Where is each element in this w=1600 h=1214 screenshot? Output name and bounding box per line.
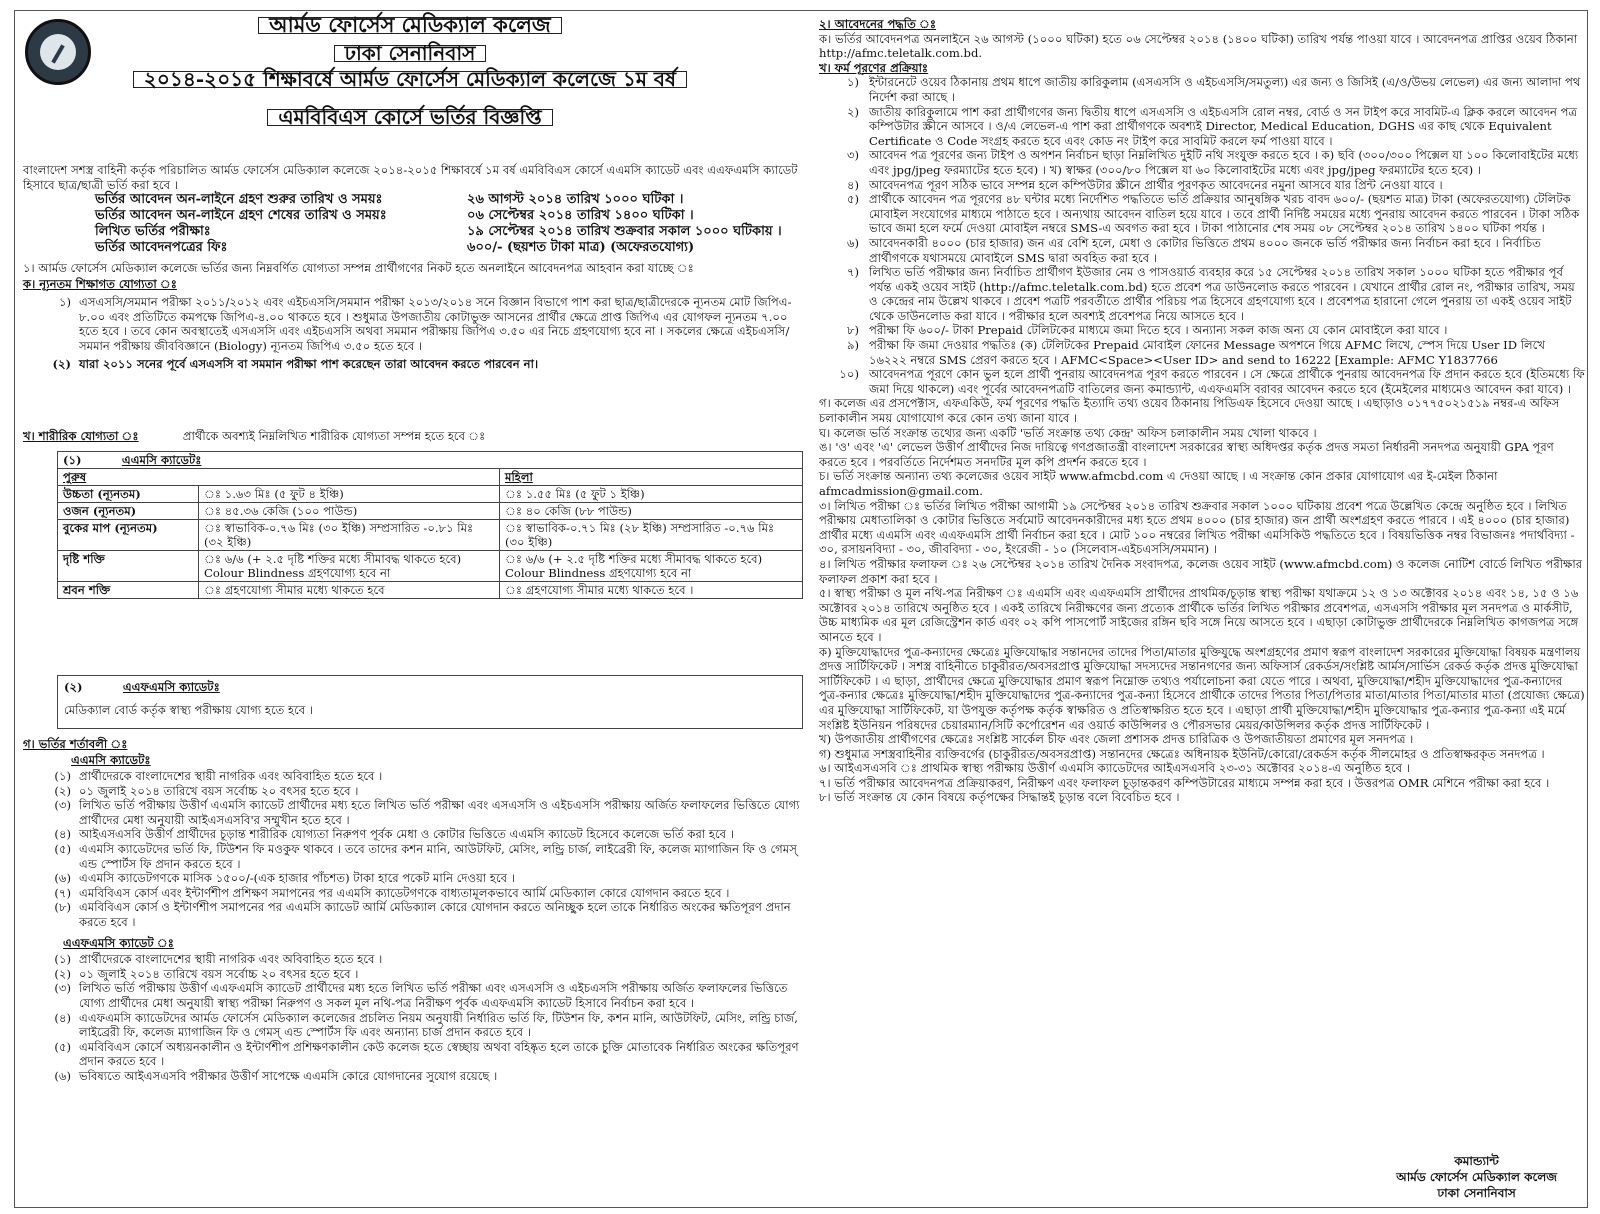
section-5-ka: ক) মুক্তিযোদ্ধাদের পুত্র-কন্যাদের ক্ষেত্রেঃ মুক্তিযোদ্ধার সন্তানদের তাদের পিতা/মাতার মুক্তিযুদ্ধে অংশগ্রহণের প্রমাণ স্বরূপ বাংলাদেশ সরকারের মুক্তিযোদ্ধা বিষয়ক মন্ত্রণালয় প্রদত্ত সার্টিফিকেট । সশস্ত্র বাহিনীতে চাকুরীরত/অবসরপ্রাপ্ত মুক্তিযোদ্ধা সদস্যদের সন্তানগণের জন্য অফিসার্স রেকর্ডস/সংশ্লিষ্ট আর্মস/সার্ভিস রেকর্ড কর্তৃক প্রদত্ত মুক্তিযোদ্ধা সার্টিফিকেট । এ ছাড়া, প্রার্থীদের ক্ষেত্রে মুক্তিযোদ্ধার প্রমাণ স্বরূপ নিম্নোক্ত তথ্যও পর্যালোচনা করা যেতে পারে । অথবা, মুক্তিযোদ্ধা/শহীদ মুক্তিযোদ্ধাদের পুত্র-কন্যাদের পুত্র-কন্যার ক্ষেত্রেঃ মুক্তিযোদ্ধা/শহীদ মুক্তিযোদ্ধাদের পুত্র-কন্যাদের পুত্র-কন্যা হিসেবে প্রার্থীকে তাদের পিতার পিতা/পিতার মাতা/মাতার পিতা/মাতার মাতা (প্রযোজ্য ক্ষেত্রে) এর মুক্তিযোদ্ধা সার্টিফিকেট, যা উপযুক্ত কর্তৃপক্ষ কর্তৃক স্বাক্ষরিত ও প্রতিস্বাক্ষরিত হতে হবে । এছাড়া প্রার্থী মুক্তিযোদ্ধা/শহীদ মুক্তিযোদ্ধার পুত্র-কন্যার পুত্র-কন্যা এই মর্মে সংশ্লিষ্ট ইউনিয়ন পরিষদের চেয়ারম্যান/সিটি কর্পোরেশন এর ওয়ার্ড কাউন্সিলর ও পৌরসভার মেয়র/কাউন্সিলর কর্তৃক প্রদত্ত সার্টিফিকেট । — [819, 644, 1585, 732]
form-steps-list — [819, 75, 1585, 396]
session-title: ২০১৪-২০১৫ শিক্ষাবর্ষে আর্মড ফোর্সেস মেডিক্যাল কলেজে ১ম বর্ষ — [15, 71, 805, 88]
signatory-title: কমান্ড্যান্ট — [1454, 1154, 1499, 1168]
section-6: ৬। আইএসএসবি ঃ প্রাথমিক স্বাস্থ্য পরীক্ষায় উত্তীর্ণ এএমসি ক্যাডেটদের আইএসএসবি ২৩-৩১ অক্টোবর ২০১৪-এ অনুষ্ঠিত হবে । — [819, 761, 1410, 776]
signatory-college: আর্মড ফোর্সেস মেডিক্যাল কলেজ — [1396, 1170, 1557, 1184]
list-item: (২) যারা ২০১১ সনের পূর্বে এসএসসি বা সমমান পরীক্ষা পাশ করেছেন তারা আবেদন করতে পারবেন না। — [52, 357, 539, 372]
list-item: (৪) আইএসএসবি উত্তীর্ণ প্রার্থীদের চূড়ান্ত শারীরিক যোগ্যতা নিরুপণ পূর্বক মেধা ও কোটার ভিত্তিতে এএমসি ক্যাডেট হিসেবে কলেজে ভর্তি করা হবে । — [54, 827, 734, 842]
section-5-kha: খ) উপজাতীয় প্রার্থীগণের ক্ষেত্রেঃ সংশ্লিষ্ট সার্কেল চীফ এবং জেলা প্রশাসক প্রদত্ত চারিত্রিক ও উপজাতীয়তা প্রমাণের মূল সনদপত্র । — [819, 732, 1414, 747]
list-item: ১) এসএসসি/সমমান পরীক্ষা ২০১১/২০১২ এবং এইচএসসি/সমমান পরীক্ষা ২০১৩/২০১৪ সনে বিজ্ঞান বিভাগে পাশ করা ছাত্র/ছাত্রীদেরকে ন্যূনতম মোট জিপিএ- ৮.০০ এবং প্রতিটিতে কমপক্ষে জিপিএ-৪.০০ থাকতে হবে । শুধুমাত্র উপজাতীয় কোটাভুক্ত আসনের প্রার্থীর ক্ষেত্রে প্রাপ্ত জিপিএ এর যোগফল ন্যূনতম ৭.০০ হতে হবে । তবে কোন অবস্থাতেই এসএসসি এবং এইচএসসি অথবা সমমান পরীক্ষায় জিপিএ ৩.৫০ এর নিচে গ্রহণযোগ্য হবে না । সকলের ক্ষেত্রে এইচএসসি/সমমান পরীক্ষায় জীববিজ্ঞানে (Biology) ন্যূনতম জিপিএ ৩.৫০ হতে হবে । — [58, 295, 792, 353]
edu-list — [23, 295, 805, 372]
section-2-kha: খ। ফর্ম পূরণের প্রক্রিয়াঃ — [819, 60, 929, 75]
list-item: (২) ০১ জুলাই ২০১৪ তারিখে বয়স সর্বোচ্চ ২০ বৎসর হতে হবে । — [54, 783, 359, 798]
list-item: (৫) এমবিবিএস কোর্সে অধ্যয়নকালীন ও ইন্টার্ণশীপ প্রশিক্ষণকালীন কেউ কলেজ হতে স্বেচ্ছায় অথবা বহিষ্কৃত হলে তাকে চুক্তি মোতাবেক নির্ধারিত অংকের ক্ষতিপূরণ প্রদান করতে হবে । — [54, 1039, 799, 1069]
date-row: ভর্তির আবেদন অন-লাইনে গ্রহণ শেষের তারিখ ও সময়ঃ ০৬ সেপ্টেম্বর ২০১৪ তারিখ ১৪০০ ঘটিকা । — [95, 208, 694, 223]
afmc-heading: এএফএমসি ক্যাডেট ঃ — [63, 935, 174, 950]
list-item: ৮) পরীক্ষা ফি ৬০০/- টাকা Prepaid টেলিটকের মাধ্যমে জমা দিতে হবে । অন্যান্য সকল কাজ অন্য যে কোন মোবাইলে করা যাবে । — [846, 323, 1448, 338]
section-1: ১। আর্মড ফোর্সেস মেডিক্যাল কলেজে ভর্তির জন্য নিম্নবর্ণিত যোগ্যতা সম্পন্ন প্রার্থীগণের নিকট হতে অনলাইনে আবেদনপত্র আহবান করা যাচ্ছে ঃ — [23, 261, 694, 275]
date-row: ভর্তির আবেদন অন-লাইনে গ্রহণ শুরুর তারিখ ও সময়ঃ ২৬ আগস্ট ২০১৪ তারিখ ১০০০ ঘটিকা । — [95, 192, 684, 207]
table-row: বুকের মাপ (ন্যূনতম) ঃ স্বাভাবিক-০.৭৬ মিঃ (৩০ ইঞ্চি) সম্প্রসারিত -০.৮১ মিঃ (৩২ ইঞ্চি) ঃ স্বাভাবিক-০.৭১ মিঃ (২৮ ইঞ্চি) সম্প্রসারিত -০.৭৬ মিঃ (৩০ ইঞ্চি) — [58, 520, 803, 551]
intro-text: বাংলাদেশ সশস্ত্র বাহিনী কর্তৃক পরিচালিত আর্মড ফোর্সেস মেডিক্যাল কলেজে ২০১৪-২০১৫ শিক্ষাবর্ষে ১ম বর্ষ এমবিবিএস কোর্সে এএমসি ক্যাডেট এবং এএফএমসি ক্যাডেট হিসাবে ছাত্র/ছাত্রী ভর্তি করা হবে । — [23, 163, 798, 192]
date-row: লিখিত ভর্তির পরীক্ষাঃ ১৯ সেপ্টেম্বর ২০১৪ তারিখ শুক্রবার সকাল ১০০০ ঘটিকায় । — [95, 224, 782, 239]
section-2-cha: চ। ভর্তি সংক্রান্ত অন্যান্য তথ্য কলেজের ওয়েব সাইট www.afmcbd.com এ দেওয়া আছে । এ সংক্রান্ত কোন প্রকার যোগাযোগ এর ই-মেইল ঠিকানা afmcadmission@gmail.com. — [819, 469, 1498, 498]
section-4: ৪। লিখিত পরীক্ষার ফলাফল ঃ ২৬ সেপ্টেম্বর ২০১৪ তারিখ দৈনিক সংবাদপত্র, কলেজ ওয়েব সাইট (www.afmcbd.com) ও কলেজ নোটিশ বোর্ডে লিখিত পরীক্ষার ফলাফল প্রকাশ করা হবে । — [819, 556, 1583, 586]
section-5: ৫। স্বাস্থ্য পরীক্ষা ও মূল নথি-পত্র নিরীক্ষণ ঃ এএমসি এবং এএফএমসি প্রার্থীদের প্রাথমিক/চূড়ান্ত স্বাস্থ্য পরীক্ষা যথাক্রমে ১২ ও ১৩ অক্টোবর ২০১৪ এবং ১৪, ১৫ ও ১৬ অক্টোবর ২০১৪ তারিখে অনুষ্ঠিত হবে । একই তারিখে নিরীক্ষণের জন্য প্রত্যেক প্রার্থীকে ভর্তির লিখিত পরীক্ষার প্রবেশপত্র, এসএসসি পরীক্ষার মূল সনদপত্র ও মার্কসীট, উচ্চ মাধ্যমিক এর মূল রেজিস্ট্রেশন কার্ড এবং ০২ কপি পাসপোর্ট সাইজের রঙ্গিন ছবি সঙ্গে নিয়ে আসতে হবে । এছাড়া কোটাভুক্ত প্রার্থীদেরকে নিম্নলিখিত কাগজপত্র সঙ্গে আনতে হবে । — [819, 586, 1579, 644]
section-2-ga: গ। কলেজ এর প্রসপেক্টাস, এফএকিউ, ফর্ম পূরণের পদ্ধতি ইত্যাদি তথ্য ওয়েব ঠিকানায় পিডিএফ হিসেবে দেওয়া আছে । এছাড়াও ০১৭৭৫০২১৫১৯ নম্বর-এ অফিস চলাকালীন সময় যোগাযোগ করে কোন তথ্য জানা যাবে । — [819, 396, 1560, 426]
list-item: (৪) এএফএমসি ক্যাডেটদের আর্মড ফোর্সেস মেডিক্যাল কলেজের প্রচলিত নিয়ম অনুযায়ী নির্ধারিত ভর্তি ফি, টিউশন ফি, কশন মানি, আউটফিট, মেসিং, লন্ড্রি চার্জ, লাইব্রেরী ফি, কলেজ ম্যাগাজিন ফি ও গেমস্ এন্ড স্পোর্টস ফি এবং অন্যান্য চার্জ প্রদান করতে হবে । — [54, 1010, 798, 1040]
right-column — [819, 11, 1585, 805]
signature-block — [1396, 1153, 1557, 1201]
amc-title: (১) এএমসি ক্যাডেটঃ — [58, 452, 803, 469]
list-item: (৬) ভবিষ্যতে আইএসএসবি পরীক্ষার উত্তীর্ণ সাপেক্ষে এএমসি কোরে যোগদানের সুযোগ রয়েছে । — [54, 1068, 498, 1083]
list-item: (৩) লিখিত ভর্তি পরীক্ষায় উত্তীর্ণ এএমসি ক্যাডেট প্রার্থীদের মধ্য হতে লিখিত ভর্তি পরীক্ষা এবং এসএসসি ও এইচএসসি পরীক্ষায় অর্জিত ফলাফলের ভিত্তিতে যোগ্য প্রার্থীদের মেধা অনুযায়ী আইএসএসবি'র সম্মুখীন হতে হবে । — [54, 798, 800, 827]
list-item: ৯) পরীক্ষা ফি জমা দেওয়ার পদ্ধতিঃ (ক) টেলিটকের Prepaid মোবাইল ফোনের Message অপশনে গিয়ে AFMC লিখে, স্পেস দিয়ে User ID লিখে ১৬২২২ নম্বরে SMS প্রেরণ করতে হবে । AFMC<Space><User ID> and send to 16222 [Example: AFMC Y1837766 — [846, 338, 1545, 367]
list-item: (৩) লিখিত ভর্তি পরীক্ষায় উত্তীর্ণ এএফএমসি ক্যাডেট প্রার্থীদের মধ্য হতে লিখিত ভর্তি পরীক্ষা এবং এসএসসি ও এইচএসসি পরীক্ষায় অর্জিত ফলাফলের ভিত্তিতে যোগ্য প্রার্থীদের মেধা অনুযায়ী স্বাস্থ্য পরীক্ষা নিরুপণ ও সকল মূল নথি-পত্র নিরীক্ষণ পূর্বক এএফএমসি ক্যাডেট হিসাবে নির্বাচন করা হবে । — [54, 981, 788, 1010]
list-item: (৫) এএমসি ক্যাডেটদের ভর্তি ফি, টিউশন ফি মওকুফ থাকবে । তবে তাদের কশন মানি, আউটফিট, মেসিং, লন্ড্রি চার্জ, লাইব্রেরী ফি, কলেজ ম্যাগাজিন ফি ও গেমস্ এন্ড স্পোর্টস ফি প্রদান করতে হবে । — [54, 841, 797, 871]
section-5-ga: গ) শুধুমাত্র সশস্ত্রবাহিনীর ব্যক্তিবর্গের (চাকুরীরত/অবসরপ্রাপ্ত) সন্তানদের ক্ষেত্রেঃ অধিনায়ক ইউনিট/কোরো/রেকর্ডস কর্তৃক সীলমোহর ও প্রতিস্বাক্ষরকৃত সনদপত্র । — [819, 746, 1545, 761]
table-row: শ্রবন শক্তি ঃ গ্রহণযোগ্য সীমার মধ্যে থাকতে হবে ঃ গ্রহণযোগ্য সীমার মধ্যে থাকতে হবে । — [58, 582, 803, 599]
table-row: ওজন (ন্যূনতম) ঃ ৪৫.৩৬ কেজি (১০০ পাউন্ড) ঃ ৪০ কেজি (৮৮ পাউন্ড) — [58, 503, 803, 520]
section-7: ৭। ভর্তি পরীক্ষার আবেদনপত্র প্রক্রিয়াকরণ, নিরীক্ষণ এবং ফলাফল চূড়ান্তকরণ কম্পিউটারের মাধ্যমে সম্পন্ন করা হবে । উত্তরপত্র OMR মেশিনে পরীক্ষা করা হবে । — [819, 775, 1550, 790]
list-item: (২) ০১ জুলাই ২০১৪ তারিখে বয়স সর্বোচ্চ ২০ বৎসর হতে হবে । — [54, 966, 359, 981]
female-header: মহিলা — [500, 469, 803, 486]
college-name: আর্মড ফোর্সেস মেডিক্যাল কলেজ — [15, 17, 805, 34]
list-item: ৪) আবেদনপত্র পূরণ সঠিক ভাবে সম্পন্ন হলে কম্পিউটার স্ক্রীনে প্রার্থীর পূরণকৃত আবেদনের নমুনা আসবে যার প্রিন্ট নেওয়া যাবে । — [846, 177, 1443, 192]
list-item: (৬) এএমসি ক্যাডেটগণকে মাসিক ১৫০০/-(এক হাজার পাঁচশত) টাকা হারে পকেট মানি দেওয়া হবে । — [54, 871, 515, 886]
section-kha-heading: খ। শারীরিক যোগ্যতা ঃ প্রার্থীকে অবশ্যই নিম্নলিখিত শারীরিক যোগ্যতা সম্পন্ন হতে হবে ঃ — [23, 429, 486, 443]
section-2-gha: ঘ। কলেজ ভর্তি সংক্রান্ত তথ্যের জন্য একটি 'ভর্তি সংক্রান্ত তথ্য কেন্দ্র' অফিস চলাকালীন সময় খোলা থাকবে । — [819, 425, 1317, 440]
signatory-location: ঢাকা সেনানিবাস — [1437, 1186, 1516, 1200]
list-item: ৭) লিখিত ভর্তি পরীক্ষার জন্য নির্বাচিত প্রার্থীগণ ইউজার নেম ও পাসওয়ার্ড ব্যবহার করে ১৫ সেপ্টেম্বর ২০১৪ তারিখ সকাল ১০০০ ঘটিকা হতে পরীক্ষার পূর্ব পর্যন্ত একই ওয়েব সাইট (http://afmc.teletalk.com.bd) হতে প্রবেশ পত্র ডাউনলোড করতে পারবেন । যেখানে প্রার্থীর রোল নং, পরীক্ষার তারিখ, সময় ও কেন্দ্রের নাম উল্লেখ থাকবে । প্রবেশ পত্রটি পরবর্তীতে প্রার্থীর পরিচয় পত্র হিসেবে গ্রহণযোগ্য হবে । প্রবেশপত্র হারানো গেলে পুনরায় তা একই ওয়েব সাইট থেকে ডাউনলোড করা যাবে । পরীক্ষার হলে অবশ্যই প্রবেশপত্র নিয়ে আসতে হবে । — [846, 265, 1575, 323]
male-header: পুরুষ — [58, 469, 500, 486]
list-item: (১) প্রার্থীদেরকে বাংলাদেশের স্থায়ী নাগরিক এবং অবিবাহিত হতে হবে । — [54, 952, 383, 967]
physical-table — [57, 451, 803, 599]
table-row: উচ্চতা (ন্যূনতম) ঃ ১.৬৩ মিঃ (৫ ফুট ৪ ইঞ্চি) ঃ ১.৫৫ মিঃ (৫ ফুট ১ ইঞ্চি) — [58, 486, 803, 503]
amc-list — [23, 769, 805, 1083]
section-ka-heading: ক। ন্যূনতম শিক্ষাগত যোগ্যতা ঃ — [23, 277, 177, 291]
list-item: ১) ইন্টারনেটে ওয়েব ঠিকানায় প্রথম ধাপে জাতীয় কারিকুলাম (এসএসসি ও এইচএসসি/সমতুল্য) এর জন্য ও জিসিই (এ/ও/উভয় লেভেল) এর জন্য আলাদা পথ নির্দেশ করা আছে । — [846, 75, 1581, 104]
list-item: (৮) এমবিবিএস কোর্স ও ইন্টার্ণশীপ সমাপনের পর এএমসি ক্যাডেট আর্মি মেডিক্যাল কোরে যোগদান করতে অনিচ্ছুক হলে তাকে নির্ধারিত অংকের ক্ষতিপূরণ প্রদান করতে হবে । — [54, 900, 791, 929]
list-item: ১০) আবেদনপত্র পূরণে কোন ভুল হলে প্রার্থী পুনরায় আবেদনপত্র পূরণ করতে পারবেন । সে ক্ষেত্রে প্রার্থীকে পুনরায় আবেদনপত্র ফি প্রদান করতে হবে (ইতিমধ্যে ফি জমা দিয়ে থাকলে) এবং পূর্বের আবেদনপত্রটি বাতিলের জন্য কমান্ড্যান্ট, এএফএমসি বরাবর আবেদন করতে হবে (ইমেইলের মাধ্যমেও আবেদন করা যাবে) । — [839, 367, 1585, 396]
section-2-heading: ২। আবেদনের পদ্ধতি ঃ — [819, 17, 937, 31]
list-item: ৩) আবেদন পত্র পূরণের জন্য টাইপ ও অপশন নির্বাচন ছাড়া নিম্নলিখিত দুইটি নথি সংযুক্ত করতে হবে । ক) ছবি (৩০০/৩০০ পিক্সেল যা ১০০ কিলোবাইটের মধ্যে এবং jpg/jpeg ফরম্যাটের হতে হবে) । খ) স্বাক্ষর (৩০০/৮০ পিক্সেল যা ৬০ কিলোবাইটের মধ্যে এবং jpg/jpeg ফরম্যাটের হতে হবে) । — [846, 148, 1579, 177]
college-location: ঢাকা সেনানিবাস — [15, 45, 805, 62]
table-row: দৃষ্টি শক্তি ঃ ৬/৬ (+ ২.৫ দৃষ্টি শক্তির মধ্যে সীমাবদ্ধ থাকতে হবে) Colour Blindness গ্রহণযোগ্য হবে না ঃ ৬/৬ (+ ২.৫ দৃষ্টি শক্তির মধ্যে সীমাবদ্ধ থাকতে হবে) Colour Blindness গ্রহণযোগ্য হবে না — [58, 551, 803, 582]
afmc-physical-box: (২) এএফএমসি ক্যাডেটঃ মেডিক্যাল বোর্ড কর্তৃক স্বাস্থ্য পরীক্ষায় যোগ্য হতে হবে । — [57, 675, 803, 729]
list-item: (৭) এমবিবিএস কোর্স এবং ইন্টার্ণশীপ প্রশিক্ষণ সমাপনের পর এএমসি ক্যাডেটগণকে বাধ্যতামূলকভাবে আর্মি মেডিক্যাল কোরে যোগদান করতে হবে । — [54, 885, 730, 900]
section-3: ৩। লিখিত পরীক্ষা ঃ ভর্তির লিখিত পরীক্ষা আগামী ১৯ সেপ্টেম্বর ২০১৪ তারিখ শুক্রবার সকাল ১০০০ ঘটিকায় প্রবেশ পত্রে উল্লেখিত কেন্দ্রে অনুষ্ঠিত হবে । লিখিত পরীক্ষায় মেধাতালিকা ও কোটার ভিত্তিতে সর্বমোট আবেদনকারীদের মধ্য হতে প্রথম ৪০০০ (চার হাজার) জন প্রার্থী অংশগ্রহণ করতে পারবে । এই ৪০০০ (চার হাজার) প্রার্থীর মধ্যে এএমসি এবং এএফএমসি প্রার্থী নির্বাচন করা হবে । মোট ১০০ নম্বরের লিখিত পরীক্ষা এমসিকিউ পদ্ধতিতে হবে । বিষয়ভিত্তিক নম্বর বিভাজনঃ পদার্থবিদ্যা - ৩০, রসায়নবিদ্যা - ৩০, জীববিদ্যা - ৩০, ইংরেজী - ১০ (সিলেবাস-এইচএসসি/সমমান) । — [819, 498, 1575, 557]
notice-title: এমবিবিএস কোর্সে ভর্তির বিজ্ঞপ্তি — [15, 109, 805, 126]
section-2-uma: ঙ। 'ও' এবং 'এ' লেভেল উত্তীর্ণ প্রার্থীদের নিজ দায়িত্বে গণপ্রজাতন্ত্রী বাংলাদেশ সরকারের স্বাস্থ্য অধিদপ্তর কর্তৃক প্রদত্ত সমতা নির্ধারনী সনদপত্র অনুযায়ী GPA পূরণ করতে হবে । পরবর্তিতে নির্দেশমত সনদটির মূল কপি প্রদর্শন করতে হবে । — [819, 440, 1554, 469]
section-2-ka: ক। ভর্তির আবেদনপত্র অনলাইনে ২৬ আগস্ট (১০০০ ঘটিকা) হতে ০৬ সেপ্টেম্বর ২০১৪ (১৪০০ ঘটিকা) তারিখ পর্যন্ত পাওয়া যাবে । আবেদনপত্র প্রাপ্তির ওয়েব ঠিকানা http://afmc.teletalk.com.bd. — [819, 31, 1578, 61]
list-item: (১) প্রার্থীদেরকে বাংলাদেশের স্থায়ী নাগরিক এবং অবিবাহিত হতে হবে । — [54, 769, 383, 783]
list-item: ৬) আবেদনকারী ৪০০০ (চার হাজার) জন এর বেশি হলে, মেধা ও কোটার ভিত্তিতে প্রথম ৪০০০ জনকে ভর্তি পরীক্ষার জন্য নির্বাচন করা হবে । নির্বাচিত প্রার্থীগণকে যথাসময়ে মোবাইলে SMS দ্বারা অবহিত করা হবে । — [846, 235, 1541, 265]
section-8: ৮। ভর্তি সংক্রান্ত যে কোন বিষয়ে কর্তৃপক্ষের সিদ্ধান্তই চূড়ান্ত বলে বিবেচিত হবে । — [819, 790, 1180, 805]
notice-frame — [14, 10, 1588, 1208]
amc-heading: এএমসি ক্যাডেটঃ — [71, 753, 151, 767]
list-item: ৫) প্রার্থীকে আবেদন পত্র পূরণের ৪৮ ঘন্টার মধ্যে নির্দেশিত পদ্ধতিতে ভর্তি প্রক্রিয়ার আনুষঙ্গিক খরচ বাবদ ৬০০/- (ছয়শত মাত্র) টাকা (অফেরতযোগ্য) টেলিটক মোবাইল সংযোগের মাধ্যমে পাঠাতে হবে । অন্যথায় আবেদন বাতিল হয়ে যাবে । তবে প্রার্থী নির্দিষ্ট সময়ের মধ্যে পুনরায় আবেদন করতে পারবেন । টাকা সঠিক ভাবে জমা হলে ফর্মে দেওয়া মোবাইল নম্বরে SMS-এ অবগত করা হবে । টাকা পাঠানোর শেষ সময় ০৮ সেপ্টেম্বর ২০১৪ তারিখ ১৪০০ ঘটিকা পর্যন্ত । — [846, 192, 1580, 236]
list-item: ২) জাতীয় কারিকুলামে পাশ করা প্রার্থীগণের জন্য দ্বিতীয় ধাপে এসএসসি ও এইচএসসি রোল নম্বর, বোর্ড ও সন টাইপ করে সাবমিট-এ ক্লিক করলে আবেদন পত্র কম্পিউটার স্ক্রীনে আসবে । ও/এ লেভেল-এ পাশ করা প্রার্থীগণকে অবশ্যই Director, Medical Education, DGHS এর কাছ থেকে Equivalent Certificate ও Code সংগ্রহ করতে হবে এবং কোড নং টাইপ করে সাবমিট করলে ফর্ম পাওয়া যাবে । — [846, 104, 1577, 148]
date-row: ভর্তির আবেদনপত্রের ফিঃ ৬০০/- (ছয়শত টাকা মাত্র) (অফেরতযোগ্য) — [95, 240, 695, 255]
section-ga-heading: গ। ভর্তির শর্তাবলী ঃ — [23, 737, 128, 751]
